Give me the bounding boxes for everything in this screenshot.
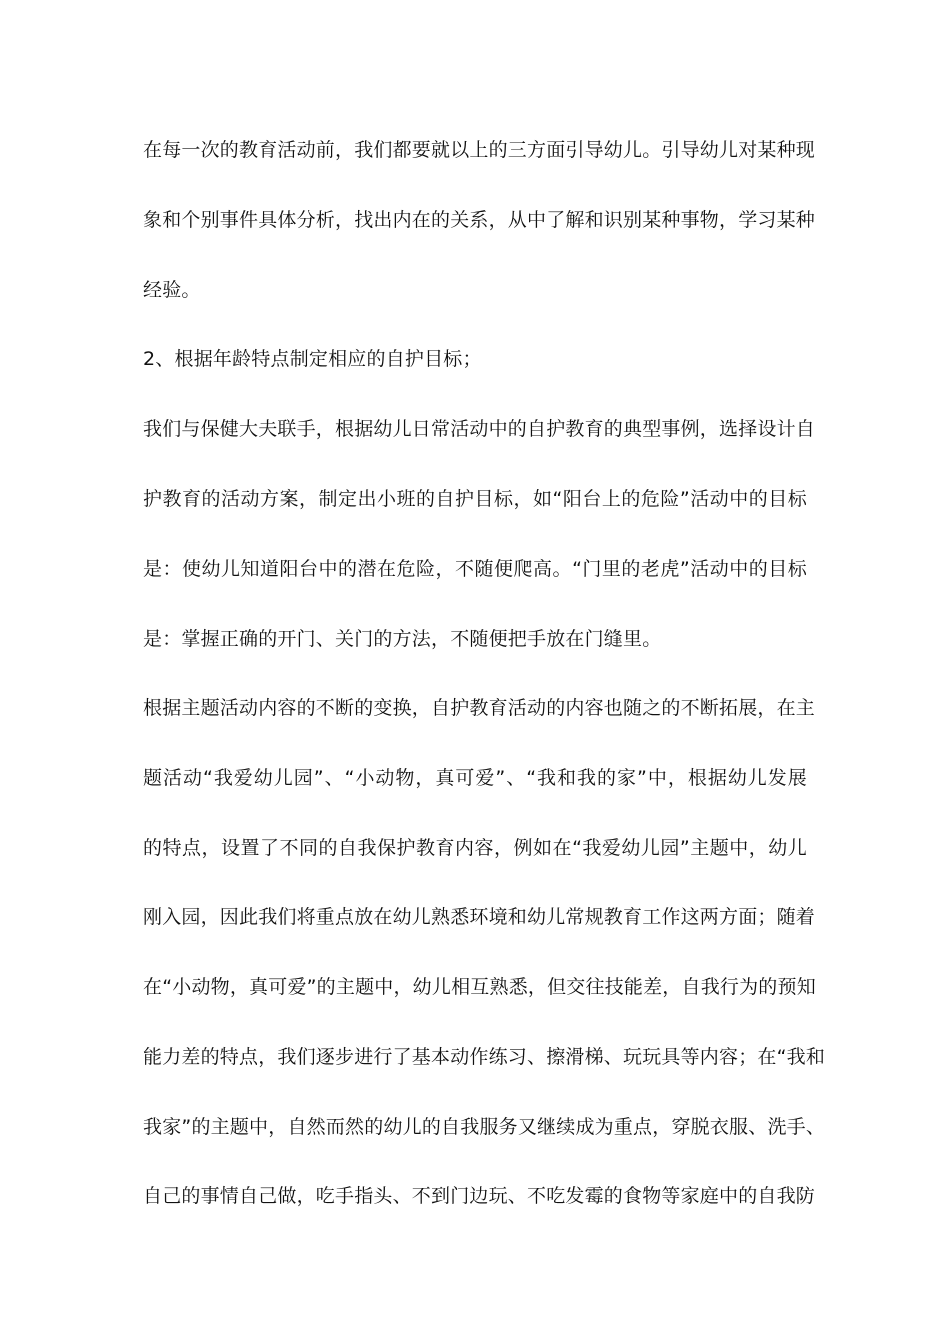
paragraph-line: 刚入园，因此我们将重点放在幼儿熟悉环境和幼儿常规教育工作这两方面；随着: [143, 906, 816, 928]
paragraph-line: 能力差的特点，我们逐步进行了基本动作练习、擦滑梯、玩玩具等内容；在“我和: [143, 1046, 826, 1068]
paragraph-line: 根据主题活动内容的不断的变换，自护教育活动的内容也随之的不断拓展，在主: [143, 697, 816, 719]
paragraph-line: 在每一次的教育活动前，我们都要就以上的三方面引导幼儿。引导幼儿对某种现: [143, 139, 816, 161]
paragraph-line: 是：使幼儿知道阳台中的潜在危险，不随便爬高。“门里的老虎”活动中的目标: [143, 558, 807, 580]
paragraph-line: 我家”的主题中，自然而然的幼儿的自我服务又继续成为重点，穿脱衣服、洗手、: [143, 1116, 826, 1138]
paragraph-line: 的特点，设置了不同的自我保护教育内容，例如在“我爱幼儿园”主题中，幼儿: [143, 837, 807, 859]
paragraph-line: 在“小动物，真可爱”的主题中，幼儿相互熟悉，但交往技能差，自我行为的预知: [143, 976, 816, 998]
paragraph-line: 是：掌握正确的开门、关门的方法，不随便把手放在门缝里。: [143, 628, 662, 650]
paragraph-line: 我们与保健大夫联手，根据幼儿日常活动中的自护教育的典型事例，选择设计自: [143, 418, 816, 440]
paragraph-line: 题活动“我爱幼儿园”、“小动物，真可爱”、“我和我的家”中，根据幼儿发展: [143, 767, 807, 789]
paragraph-line: 经验。: [143, 279, 201, 301]
section-heading: 2、根据年龄特点制定相应的自护目标；: [143, 348, 482, 370]
paragraph-line: 护教育的活动方案，制定出小班的自护目标，如“阳台上的危险”活动中的目标: [143, 488, 807, 510]
paragraph-line: 自己的事情自己做，吃手指头、不到门边玩、不吃发霉的食物等家庭中的自我防: [143, 1185, 816, 1207]
paragraph-line: 象和个别事件具体分析，找出内在的关系，从中了解和识别某种事物，学习某种: [143, 209, 816, 231]
